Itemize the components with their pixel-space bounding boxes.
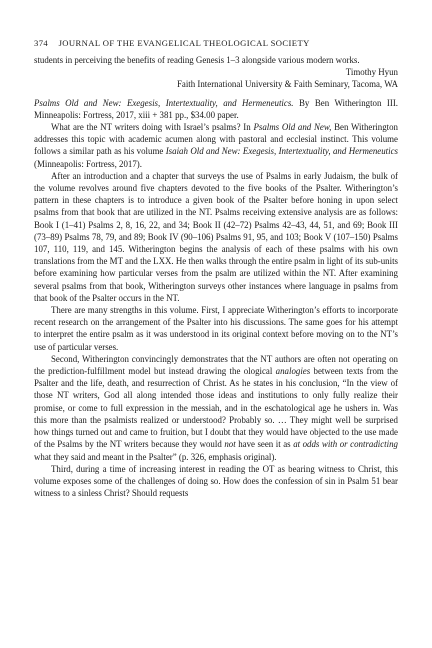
book-citation: [34, 97, 398, 121]
book-title: Psalms Old and New: Exegesis, Intertextuality, and Hermeneutics.: [34, 97, 294, 108]
paragraph-text: between texts from the Psalter and the life, death, and resurrection of Christ. As he states in his conclusion, “In the view of those NT writers, God all along intended those ideas and institutions to only fully realize their promise, or come to full expression in the messiah, and in the eschatological age he ushers in. Was this more than the psalmists realized or understood? Probably so. … They might well be surprised how things turned out and came to fruition, but I doubt that they would have objected to the use made of the Psalms by the NT writers because they would: [34, 366, 398, 450]
book-publication-info: By Ben Witherington III. Minneapolis: Fortress, 2017, xiii + 381 pp., $34.00 paper.: [34, 97, 399, 120]
book-title-italic: Psalms Old and New,: [253, 122, 332, 133]
paragraph-text: (Minneapolis: Fortress, 2017).: [34, 158, 142, 169]
review-paragraph-5: Third, during a time of increasing interest in reading the OT as bearing witness to Christ, this volume exposes some of the challenges of doing so. How does the confession of sin in Psalm 51 bear witness to a sinless Christ? Should requests: [34, 463, 398, 499]
paragraph-text: Ben Witherington addresses this topic with academic acumen along with pastoral and ecclesial instinct. This volume follows a similar path as his volume: [34, 122, 398, 157]
review-paragraph-2: After an introduction and a chapter that surveys the use of Psalms in early Judaism, the bulk of the volume revolves around five chapters devoted to the five books of the Psalter. Witherington’s pattern in these chapters is to introduce a given book of the Psalter before honing in upon select psalms from that book that are utilized in the NT. Psalms receiving extensive analysis are as follows: Book I (1–41) Psalms 2, 8, 16, 22, and 34; Book II (42–72) Psalms 42–43, 44, 51, and 69; Book III (73–89) Psalms 78, 79, and 89; Book IV (90–106) Psalms 91, 95, and 103; Book V (107–150) Psalms 107, 110, 119, and 145. Witherington begins the analysis of each of these psalms with his own translations from the MT and the LXX. He then walks through the entire psalm in light of its sub-units before examining how particular verses from the psalm are utilized within the NT. After examining several psalms from that book, Witherington surveys other instances where language in psalms from that book of the Psalter occurs in the NT.: [34, 170, 398, 303]
review-paragraph-4: [34, 353, 398, 463]
previous-review-closing: students in perceiving the benefits of reading Genesis 1–3 alongside various modern works.: [34, 55, 360, 65]
paragraph-text: what they said and meant in the Psalter” (p. 326, emphasis original).: [34, 451, 277, 462]
paragraph-text: Second, Witherington convincingly demonstrates that the NT authors are often not operating on the prediction-fulfillment model but instead drawing the ological: [34, 353, 398, 377]
review-paragraph-3: There are many strengths in this volume. First, I appreciate Witherington’s efforts to incorporate recent research on the arrangement of the Psalter into his discussions. The same goes for his attempt to interpret the entire psalm as it was understood in its original context before moving on to the NT’s use of particular verses.: [34, 305, 398, 352]
emphasis-text: analogies: [275, 366, 311, 377]
running-header: [34, 38, 398, 49]
paragraph-text: What are the NT writers doing with Israel’s psalms? In: [51, 122, 254, 133]
journal-title: JOURNAL OF THE EVANGELICAL THEOLOGICAL SOCIETY: [58, 38, 310, 48]
reviewer-name: Timothy Hyun: [345, 67, 398, 78]
review-paragraph-1: [34, 121, 398, 170]
page-number: 374: [34, 38, 49, 48]
reviewer-affiliation: Faith International University & Faith Seminary, Tacoma, WA: [176, 79, 398, 90]
emphasis-text: not: [224, 439, 236, 450]
body-text: [34, 54, 398, 499]
related-book-title: Isaiah Old and New: Exegesis, Intertextuality, and Hermeneutics: [165, 146, 398, 157]
emphasis-text: at odds with or contradicting: [293, 439, 398, 450]
paragraph-text: have seen it as: [235, 439, 294, 450]
